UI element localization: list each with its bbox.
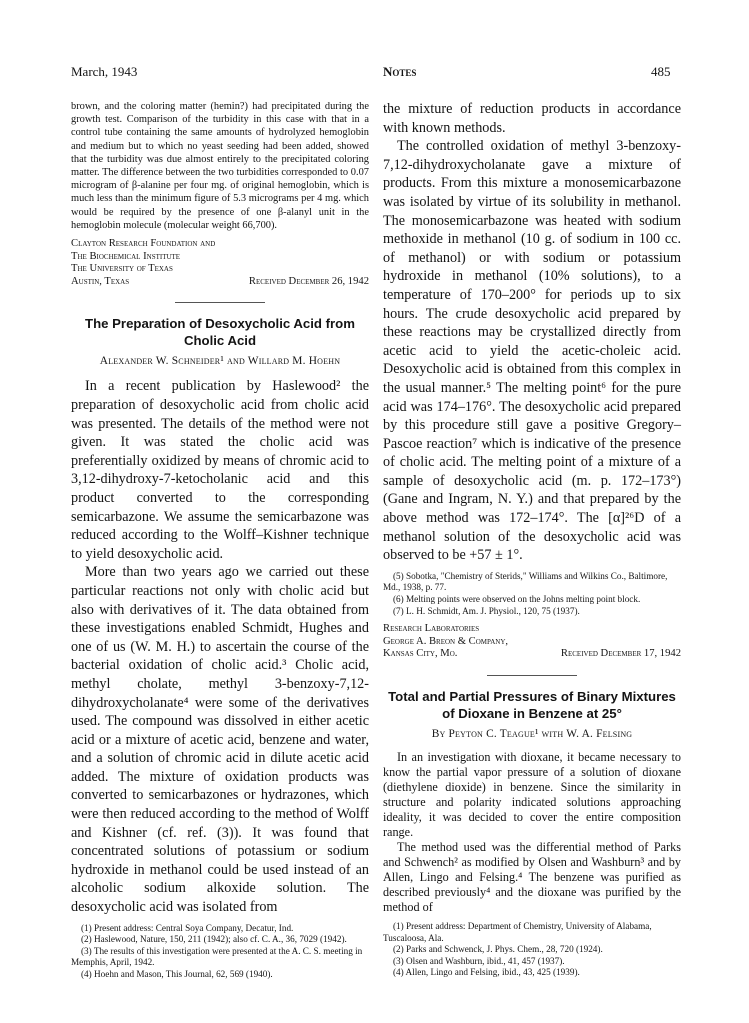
previous-article-address [71,238,369,288]
footnote: (5) Sobotka, "Chemistry of Sterids," Williams and Wilkins Co., Baltimore, Md., 1938, p. 77. [383,570,668,593]
body-paragraph: the mixture of reduction products in accordance with known methods. [383,101,681,136]
address-line: The University of Texas [71,263,173,275]
body-paragraph: In a recent publication by Haslewood² the preparation of desoxycholic acid from cholic acid was presented. The details of the method were not given. It was stated the cholic acid was preferentially oxidized by means of chromic acid to 3,12-dihydroxy-7-ketocholanic acid and this product converted to the corresponding semicarbazone. We assume the semicarbazone was reduced according to the Wolff–Kishner technique to yield desoxycholic acid. [71,378,369,562]
footnotes [383,571,681,617]
article-authors: Alexander W. Schneider¹ and Willard M. Hoehn [99,355,341,368]
address-city: Kansas City, Mo. [383,648,458,660]
footnote: (1) Present address: Central Soya Company, Decatur, Ind. [81,922,294,933]
footnote: (3) The results of this investigation were presented at the A. C. S. meeting in Memphis, April, 1942. [71,945,363,968]
received-date: Received December 17, 1942 [560,648,681,660]
article-authors: By Peyton C. Teague¹ with W. A. Felsing [431,728,633,740]
footnote: (6) Melting points were observed on the Johns melting point block. [393,594,641,605]
footnote: (2) Haslewood, Nature, 150, 211 (1942); also cf. C. A., 36, 7029 (1942). [81,934,347,945]
footnotes [383,921,681,979]
address-line: The Biochemical Institute [71,250,181,262]
address-city: Austin, Texas [71,275,130,287]
address-line: George A. Breon & Company, [383,635,509,647]
body-paragraph: The controlled oxidation of methyl 3-benzoxy-7,12-dihydroxycholanate gave a mixture of products. From this mixture a monosemicarbazone was isolated by virtue of its solubility in methanol. The monosemicarbazone was heated with sodium methoxide in methanol (10 g. of sodium in 100 cc. of methanol) or with sodium or potassium hydroxide in methanol (10% solutions), to a temperature of 170–200° for periods up to six hours. The crude desoxycholic acid prepared by these reactions may be crystallized directly from acetic acid to yield the acetic-choleic acid. Desoxycholic acid is obtained from this complex in the usual manner.⁵ The melting point⁶ for the pure acid was 174–176°. The desoxycholic acid prepared by this procedure still gave a positive Gregory–Pascoe reaction⁷ which is indicative of the presence of cholic acid. The melting point of a mixture of a sample of desoxycholic acid (m. p. 172–173°) (Gane and Ingram, N. Y.) and that prepared by the above method was 172–174°. The [α]²⁶D of a methanol solution of the desoxycholic acid was observed to be +57 ± 1°. [383,138,681,564]
page-number: 485 [651,64,671,79]
left-column [71,100,369,981]
running-head-section: Notes [383,64,417,79]
running-head-date: March, 1943 [71,64,138,79]
footnote: (2) Parks and Schwenck, J. Phys. Chem., 28, 720 (1924). [393,944,603,955]
divider [175,302,265,303]
previous-article-text: brown, and the coloring matter (hemin?) had precipitated during the growth test. Comparison of the turbidity in this case with that in a control tube containing the same amounts of hydrolyzed hemoglobin and medium but to which no yeast seeding had been added, showed that the turbidity was due almost entirely to the precipitated coloring matter. The difference between the two turbidities corresponded to 0.07 microgram of β-alanine per four mg. of original hemoglobin, which is much less than the minimum figure of 5.3 micrograms per 4 mg. which would be required by the presence of one β-alanyl unit in the hemoglobin molecule (molecular weight 66,700). [71,101,369,231]
address-line: Research Laboratories [383,623,480,635]
right-column [383,100,681,979]
footnote: (4) Allen, Lingo and Felsing, ibid., 43, 425 (1939). [393,967,580,978]
article-title: Total and Partial Pressures of Binary Mixtures of Dioxane in Benzene at 25° [388,689,676,721]
address-line: Clayton Research Foundation and [71,238,216,250]
footnote: (7) L. H. Schmidt, Am. J. Physiol., 120, 75 (1937). [393,605,580,616]
body-paragraph: The method used was the differential method of Parks and Schwench² as modified by Olsen and Washburn³ and by Allen, Lingo and Felsing.⁴ The benzene was purified as described previously⁴ and the dioxane was purified by the method of [383,840,681,914]
footnotes [71,923,369,981]
body-paragraph: More than two years ago we carried out these particular reactions not only with cholic acid but also with derivatives of it. The data obtained from these investigations enabled Schmidt, Hughes and one of us (W. M. H.) to ascertain the course of the bacterial oxidation of cholic acid.³ Cholic acid, methyl cholate, methyl 3-benzoxy-7,12-dihydroxycholanate⁴ were some of the derivatives used. The compound was dissolved in either acetic acid or a mixture of acetic acid, benzene and water, and a solution of chromic acid in dilute acetic acid added. The mixture of oxidation products was converted to semicarbazones or hydrazones, which were then reduced according to the method of Wolff and Kishner (cf. ref. (3)). It was found that concentrated solutions of potassium or sodium hydroxide in methanol could be used instead of an alcoholic sodium alkoxide solution. The desoxycholic acid was isolated from [71,564,369,916]
divider [487,675,577,676]
footnote: (4) Hoehn and Mason, This Journal, 62, 569 (1940). [81,969,273,979]
footnote: (1) Present address: Department of Chemistry, University of Alabama, Tuscaloosa, Ala. [383,921,652,943]
received-date: Received December 26, 1942 [248,275,369,287]
footnote: (3) Olsen and Washburn, ibid., 41, 457 (1937). [393,955,565,966]
article-title: The Preparation of Desoxycholic Acid from Cholic Acid [85,316,355,349]
article-address [383,623,681,661]
body-paragraph: In an investigation with dioxane, it became necessary to know the partial vapor pressure of a solution of dioxane (diethylene dioxide) in benzene. Since the similarity in structure and polarity indicated solutions approaching ideality, it was decided to cover the entire composition range. [383,750,681,839]
